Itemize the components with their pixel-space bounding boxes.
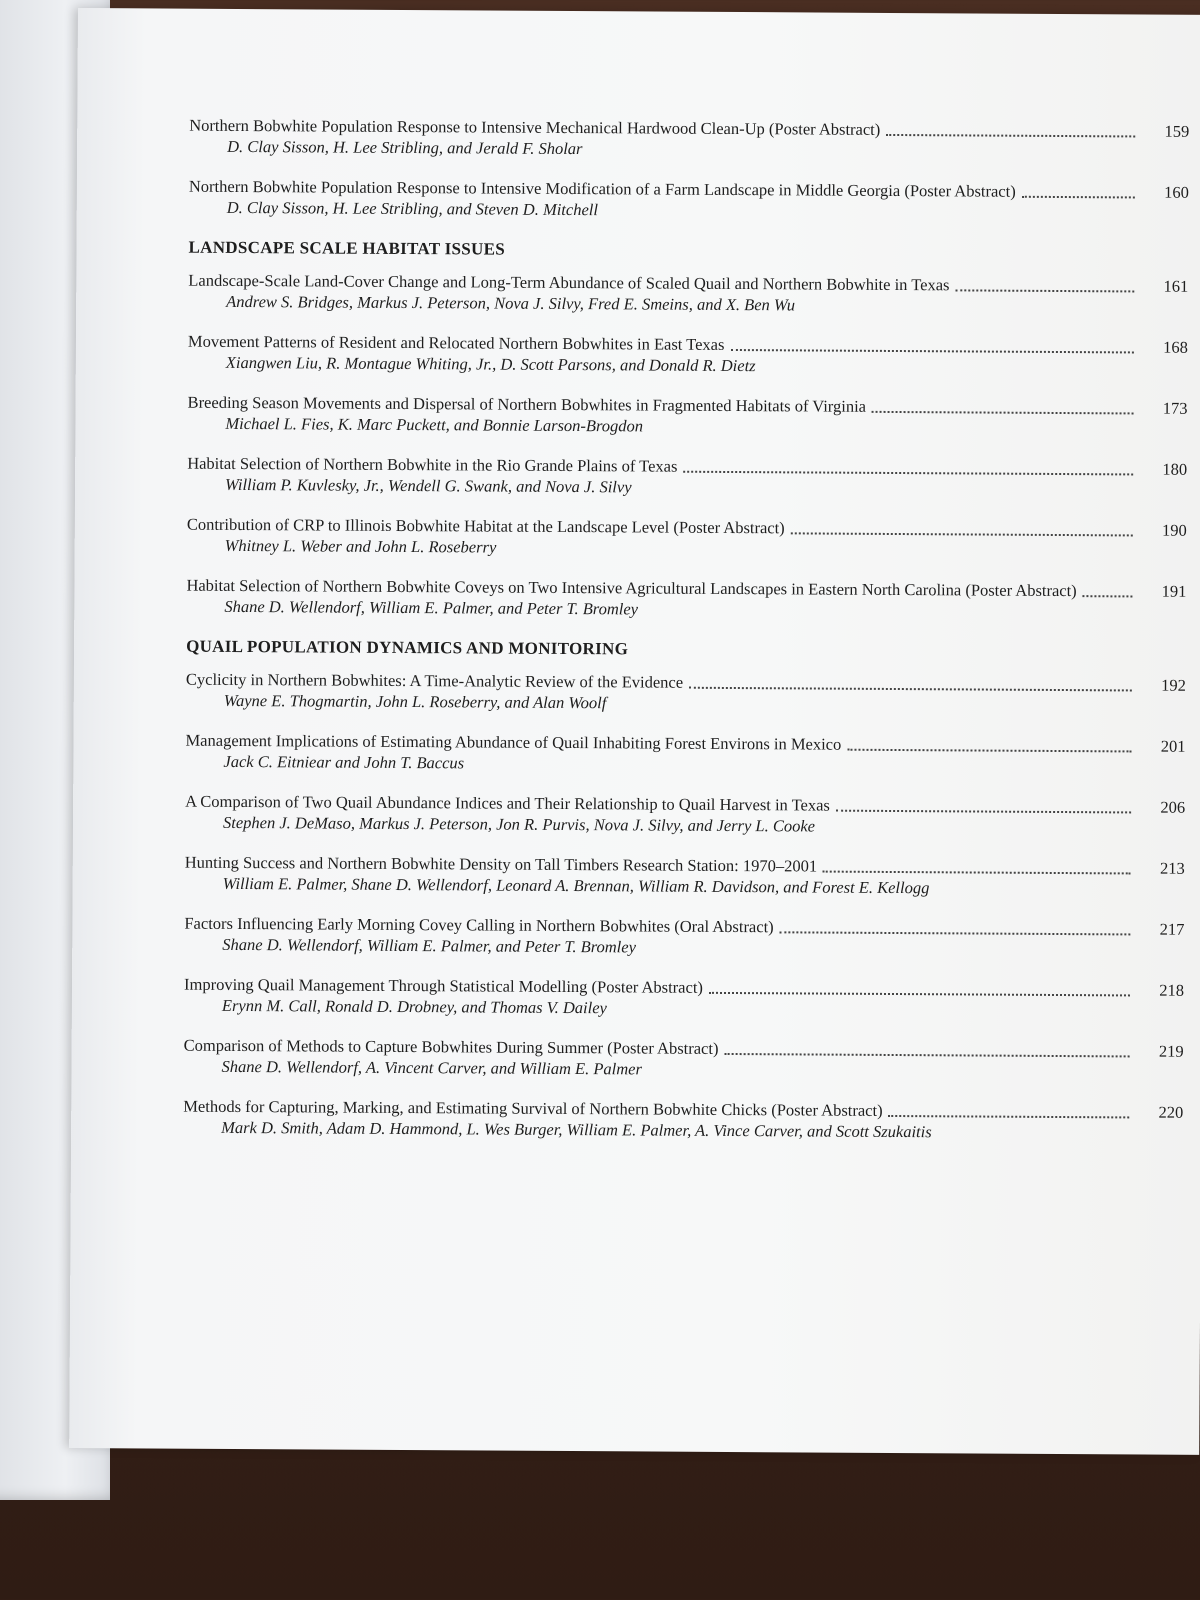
toc-entry-title: Habitat Selection of Northern Bobwhite in the Rio Grande Plains of Texas <box>187 453 678 476</box>
toc-entry <box>186 575 1186 623</box>
toc-entry-authors: Andrew S. Bridges, Markus J. Peterson, Nova J. Silvy, Fred E. Smeins, and X. Ben Wu <box>226 291 796 315</box>
toc-entry-page-number: 213 <box>1159 858 1185 878</box>
toc-entry-page-number: 159 <box>1164 121 1190 141</box>
toc-entry-authors: Michael L. Fies, K. Marc Puckett, and Bonnie Larson-Brogdon <box>225 413 644 436</box>
dot-leader <box>709 990 1130 997</box>
toc-entry <box>187 453 1187 501</box>
toc-entry-title: Comparison of Methods to Capture Bobwhites During Summer (Poster Abstract) <box>183 1035 719 1058</box>
toc-entry <box>187 514 1187 562</box>
dot-leader <box>724 1051 1129 1057</box>
toc-entry-title: Northern Bobwhite Population Response to Intensive Modification of a Farm Landscape in Middle Georgia (Poster Abstract) <box>188 176 1016 201</box>
toc-entry-authors: Stephen J. DeMaso, Markus J. Peterson, Jon R. Purvis, Nova J. Silvy, and Jerry L. Cooke <box>222 812 816 836</box>
toc-entry-authors: Erynn M. Call, Ronald D. Drobney, and Thomas V. Dailey <box>221 995 607 1018</box>
toc-entry <box>185 730 1185 778</box>
toc-entry-title: Management Implications of Estimating Abundance of Quail Inhabiting Forest Environs in Mexico <box>185 730 842 754</box>
toc-group-landscape <box>186 270 1188 623</box>
dot-leader <box>836 808 1131 814</box>
toc-group-population <box>183 669 1186 1144</box>
toc-entry-title: Habitat Selection of Northern Bobwhite Coveys on Two Intensive Agricultural Landscapes in Eastern North Carolina (Poster Abstract) <box>186 575 1077 601</box>
toc-entry-authors: Wayne E. Thogmartin, John L. Roseberry, and Alan Woolf <box>223 690 607 713</box>
toc-entry-title: Movement Patterns of Resident and Relocated Northern Bobwhites in East Texas <box>187 331 725 354</box>
toc-entry-page-number: 190 <box>1162 520 1187 540</box>
toc-entry-page-number: 173 <box>1162 398 1188 418</box>
toc-entry <box>186 669 1186 717</box>
toc-entry-title: Breeding Season Movements and Dispersal of Northern Bobwhites in Fragmented Habitats of Virginia <box>187 392 867 416</box>
dot-leader <box>1083 593 1133 597</box>
toc-entry-title: Landscape-Scale Land-Cover Change and Long-Term Abundance of Scaled Quail and Northern Bobwhite in Texas <box>188 270 950 295</box>
toc-entry-page-number: 217 <box>1159 919 1185 939</box>
toc-entry-title: Methods for Capturing, Marking, and Estimating Survival of Northern Bobwhite Chicks (Poster Abstract) <box>183 1096 883 1120</box>
dot-leader <box>780 929 1131 935</box>
dot-leader <box>872 409 1134 415</box>
toc-entry-page-number: 161 <box>1163 276 1189 296</box>
toc-entry-page-number: 168 <box>1163 337 1189 357</box>
toc-entry <box>185 791 1185 839</box>
toc-entry-authors: D. Clay Sisson, H. Lee Stribling, and Jerald F. Sholar <box>227 136 583 159</box>
toc-entry-page-number: 201 <box>1160 736 1186 756</box>
dot-leader <box>683 469 1133 476</box>
toc-entry <box>189 176 1189 224</box>
dot-leader <box>730 347 1134 353</box>
toc-entry-authors: Shane D. Wellendorf, A. Vincent Carver, and William E. Palmer <box>221 1056 642 1079</box>
toc-entry-title: Contribution of CRP to Illinois Bobwhite Habitat at the Landscape Level (Poster Abstract) <box>186 514 785 538</box>
book-page <box>69 8 1200 1455</box>
section-heading-landscape: LANDSCAPE SCALE HABITAT ISSUES <box>188 237 506 259</box>
dot-leader <box>847 747 1131 753</box>
dot-leader <box>1022 194 1135 199</box>
dot-leader <box>689 685 1132 692</box>
toc-entry-page-number: 191 <box>1161 581 1187 601</box>
toc-entry-page-number: 206 <box>1160 797 1186 817</box>
toc-entry-title: Hunting Success and Northern Bobwhite Density on Tall Timbers Research Station: 1970–2001 <box>184 852 818 876</box>
toc-entry-authors: Shane D. Wellendorf, William E. Palmer, and Peter T. Bromley <box>224 596 639 619</box>
toc-entry-authors: Mark D. Smith, Adam D. Hammond, L. Wes Burger, William E. Palmer, A. Vince Carver, and Scott Szukaitis <box>221 1117 932 1142</box>
toc-entry-authors: Shane D. Wellendorf, William E. Palmer, and Peter T. Bromley <box>222 934 637 957</box>
dot-leader <box>886 132 1135 138</box>
toc-entry-authors: Jack C. Eitniear and John T. Baccus <box>223 751 465 773</box>
toc-entry <box>185 852 1185 900</box>
toc-entry-authors: D. Clay Sisson, H. Lee Stribling, and Steven D. Mitchell <box>226 197 599 220</box>
toc-entry-page-number: 218 <box>1159 980 1185 1000</box>
toc-entry-authors: Whitney L. Weber and John L. Roseberry <box>224 535 497 557</box>
dot-leader <box>955 287 1134 292</box>
toc-entry-page-number: 180 <box>1162 459 1188 479</box>
toc-entry-page-number: 219 <box>1158 1041 1184 1061</box>
toc-entry-authors: William P. Kuvlesky, Jr., Wendell G. Swank, and Nova J. Silvy <box>225 474 632 497</box>
toc-entry <box>189 115 1189 163</box>
toc-entry-title: Improving Quail Management Through Statistical Modelling (Poster Abstract) <box>183 974 703 997</box>
toc-entry-page-number: 220 <box>1158 1102 1184 1122</box>
toc-entry-title: Cyclicity in Northern Bobwhites: A Time-Analytic Review of the Evidence <box>185 669 684 692</box>
toc-entry <box>184 974 1184 1022</box>
toc-entry-title: A Comparison of Two Quail Abundance Indices and Their Relationship to Quail Harvest in Texas <box>185 791 830 815</box>
toc-entry-authors: Xiangwen Liu, R. Montague Whiting, Jr., D. Scott Parsons, and Donald R. Dietz <box>225 352 756 376</box>
toc-entry <box>187 392 1187 440</box>
toc-entry-title: Factors Influencing Early Morning Covey Calling in Northern Bobwhites (Oral Abstract) <box>184 913 774 937</box>
section-heading-population: QUAIL POPULATION DYNAMICS AND MONITORING <box>186 636 629 659</box>
toc-entry-authors: William E. Palmer, Shane D. Wellendorf, Leonard A. Brennan, William R. Davidson, and Forest E. Kellogg <box>222 873 930 898</box>
toc-entry-page-number: 192 <box>1161 675 1186 695</box>
dot-leader <box>791 530 1133 536</box>
toc-group-intro <box>189 115 1190 224</box>
toc-entry <box>188 270 1188 318</box>
toc-entry-page-number: 160 <box>1164 182 1189 202</box>
toc-entry <box>184 913 1184 961</box>
toc-entry <box>188 331 1188 379</box>
table-of-contents <box>183 115 1189 1163</box>
toc-entry <box>183 1035 1183 1083</box>
toc-entry-title: Northern Bobwhite Population Response to Intensive Mechanical Hardwood Clean-Up (Poster Abstract) <box>189 115 881 139</box>
toc-entry <box>183 1096 1183 1144</box>
dot-leader <box>889 1113 1130 1118</box>
dot-leader <box>823 869 1131 875</box>
